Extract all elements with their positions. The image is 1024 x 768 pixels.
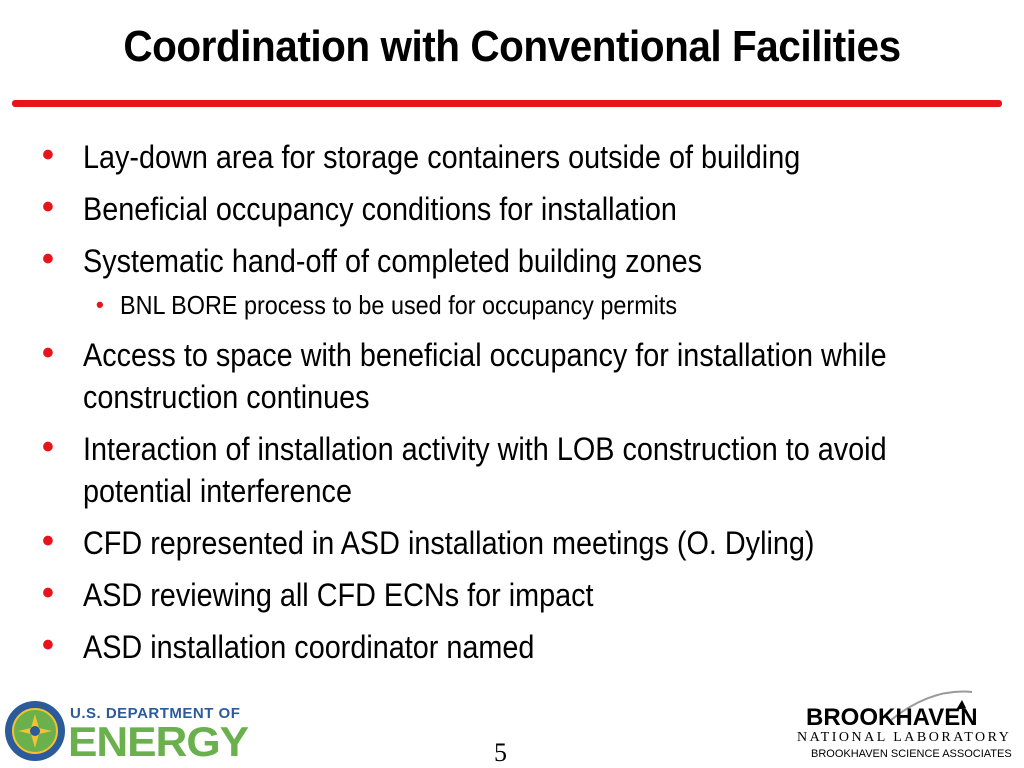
bullet-text: Systematic hand-off of completed building zones <box>83 243 703 279</box>
bullet-item <box>40 136 1000 178</box>
bullet-item <box>40 240 1000 282</box>
bullet-text: ASD installation coordinator named <box>83 629 535 665</box>
bnl-associates-text: BROOKHAVEN SCIENCE ASSOCIATES <box>811 748 1012 760</box>
bullet-marker: • <box>42 136 54 174</box>
title-divider <box>12 100 1002 107</box>
bullet-item <box>40 188 1000 230</box>
bullet-marker: • <box>42 428 54 466</box>
bullet-item <box>40 626 1000 668</box>
bullet-marker: • <box>42 626 54 664</box>
doe-department-text: U.S. DEPARTMENT OF <box>70 705 241 722</box>
bullet-text: ASD reviewing all CFD ECNs for impact <box>83 577 594 613</box>
bullet-text: Interaction of installation activity with LOB construction to avoid potential interference <box>83 431 887 509</box>
bullet-marker: • <box>42 334 54 372</box>
bullet-marker: • <box>42 188 54 226</box>
bullet-item <box>40 522 1000 564</box>
bullet-item <box>40 428 1000 512</box>
bullet-marker: • <box>42 522 54 560</box>
bullet-list <box>40 136 1000 678</box>
sub-bullet-item <box>40 288 1000 322</box>
bullet-text: Lay-down area for storage containers outside of building <box>83 139 801 175</box>
bullet-item <box>40 334 1000 418</box>
doe-seal-icon <box>4 700 66 762</box>
bullet-item <box>40 574 1000 616</box>
sub-bullet-marker: • <box>96 292 104 317</box>
bnl-logo-subtitle: NATIONAL LABORATORY <box>797 730 1012 745</box>
page-number: 5 <box>494 738 507 767</box>
sub-bullet-text: BNL BORE process to be used for occupancy permits <box>120 290 678 320</box>
bnl-logo-name: BROOKHAVEN <box>806 704 978 731</box>
slide-title: Coordination with Conventional Facilities <box>123 22 901 71</box>
bullet-text: CFD represented in ASD installation meetings (O. Dyling) <box>83 525 815 561</box>
bullet-marker: • <box>42 240 54 278</box>
bullet-text: Beneficial occupancy conditions for installation <box>83 191 677 227</box>
bullet-text: Access to space with beneficial occupancy for installation while construction continues <box>83 337 887 415</box>
doe-energy-text: ENERGY <box>68 718 248 765</box>
bullet-marker: • <box>42 574 54 612</box>
